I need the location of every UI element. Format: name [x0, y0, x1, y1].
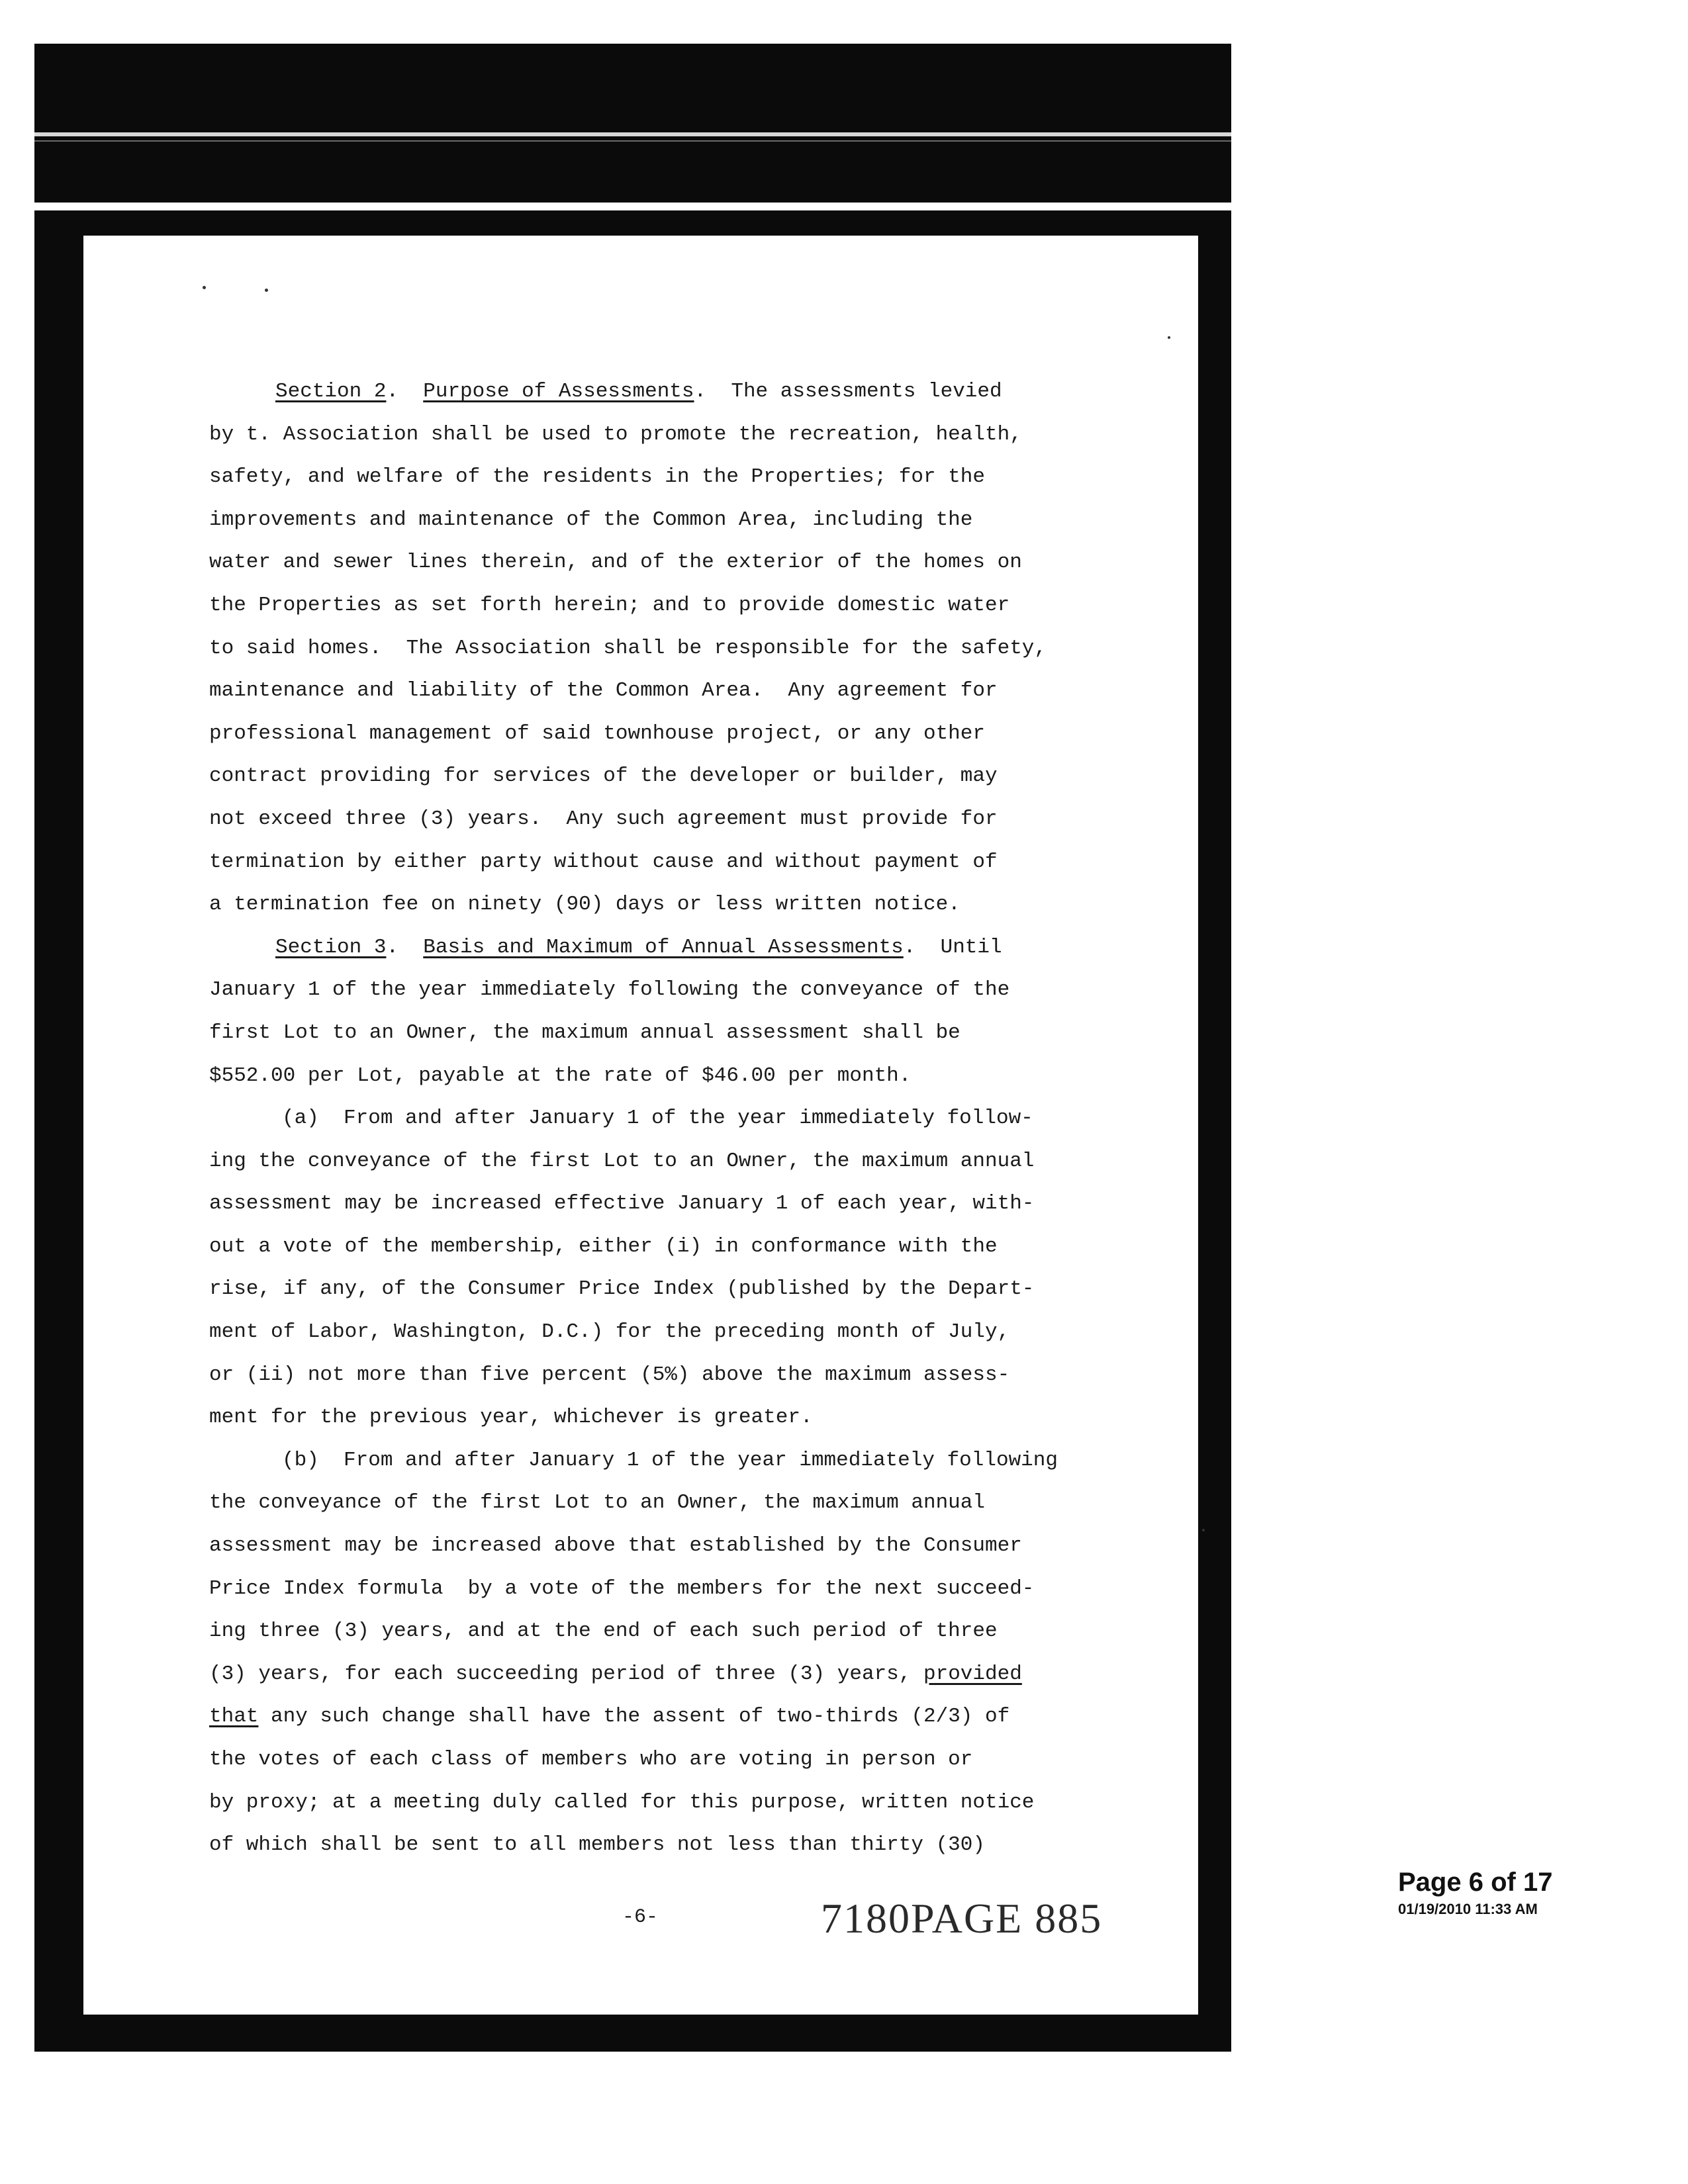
provided-line — [209, 1653, 1149, 1696]
scan-band-gap — [34, 203, 1231, 210]
that-underlined: that — [209, 1705, 259, 1729]
text-line: $552.00 per Lot, payable at the rate of $46.00 per month. — [209, 1064, 912, 1087]
book-page-reference: 7180PAGE 885 — [821, 1895, 1103, 1942]
text-line: improvements and maintenance of the Common Area, including the — [209, 508, 973, 531]
text-line: not exceed three (3) years. Any such agreement must provide for — [209, 807, 998, 831]
text-line: first Lot to an Owner, the maximum annual assessment shall be — [209, 1021, 961, 1044]
text-line: ment for the previous year, whichever is greater. — [209, 1406, 813, 1430]
text-line: to said homes. The Association shall be responsible for the safety, — [209, 636, 1047, 660]
section-3-title: Basis and Maximum of Annual Assessments — [423, 935, 904, 959]
text-line: of which shall be sent to all members not less than thirty (30) — [209, 1833, 985, 1857]
provided-underlined: provided — [923, 1662, 1022, 1686]
text-line: assessment may be increased above that established by the Consumer — [209, 1534, 1022, 1558]
text-line: or (ii) not more than five percent (5%) above the maximum assess- — [209, 1363, 1010, 1387]
scan-speck — [1202, 1529, 1205, 1531]
that-line — [209, 1696, 1149, 1739]
document-body — [209, 371, 1149, 1867]
text-line: rise, if any, of the Consumer Price Index (published by the Depart- — [209, 1277, 1035, 1301]
page-count-stamp: Page 6 of 17 — [1398, 1868, 1553, 1897]
scan-band-line-thin — [34, 140, 1231, 142]
section-3-heading-line — [209, 927, 1149, 970]
section-2-rest: . The assessments levied — [694, 380, 1002, 403]
text-line: by proxy; at a meeting duly called for this purpose, written notice — [209, 1790, 1035, 1814]
print-timestamp: 01/19/2010 11:33 AM — [1398, 1901, 1538, 1917]
text-line: the conveyance of the first Lot to an Owner, the maximum annual — [209, 1491, 985, 1515]
text-line: the Properties as set forth herein; and to provide domestic water — [209, 593, 1010, 617]
paragraph-a-first-line: (a) From and after January 1 of the year immediately follow- — [282, 1107, 1033, 1130]
text-line: safety, and welfare of the residents in the Properties; for the — [209, 465, 985, 489]
text-line: ing three (3) years, and at the end of each such period of three — [209, 1619, 998, 1643]
text-line: the votes of each class of members who are voting in person or — [209, 1748, 973, 1771]
section-2-sep: . — [386, 380, 424, 403]
that-line-rest: any such change shall have the assent of two-thirds (2/3) of — [258, 1705, 1010, 1729]
text-line: ment of Labor, Washington, D.C.) for the preceding month of July, — [209, 1320, 1010, 1344]
text-line: out a vote of the membership, either (i) in conformance with the — [209, 1234, 998, 1258]
section-3-rest: . Until — [903, 935, 1002, 959]
text-line: ing the conveyance of the first Lot to an Owner, the maximum annual — [209, 1149, 1035, 1173]
text-line: by t. Association shall be used to promote the recreation, health, — [209, 422, 1022, 446]
scan-speck — [203, 286, 206, 289]
text-line: Price Index formula by a vote of the members for the next succeed- — [209, 1576, 1035, 1600]
page-number: -6- — [622, 1906, 659, 1929]
text-line: January 1 of the year immediately following the conveyance of the — [209, 978, 1010, 1002]
section-2-title: Purpose of Assessments — [423, 380, 694, 403]
text-line: a termination fee on ninety (90) days or less written notice. — [209, 893, 961, 917]
section-2-heading-line — [209, 371, 1149, 414]
text-line: professional management of said townhouse project, or any other — [209, 721, 985, 745]
section-3-label: Section 3 — [275, 935, 387, 959]
provided-line-pre: (3) years, for each succeeding period of three (3) years, — [209, 1662, 923, 1686]
text-line: water and sewer lines therein, and of the exterior of the homes on — [209, 551, 1022, 574]
paragraph-b-first-line: (b) From and after January 1 of the year immediately following — [282, 1448, 1058, 1472]
text-line: assessment may be increased effective January 1 of each year, with- — [209, 1192, 1035, 1216]
scan-speck — [1168, 336, 1170, 339]
text-line: maintenance and liability of the Common Area. Any agreement for — [209, 679, 998, 703]
text-line: contract providing for services of the developer or builder, may — [209, 764, 998, 788]
section-3-sep: . — [386, 935, 424, 959]
scan-speck — [265, 289, 268, 292]
section-2-label: Section 2 — [275, 380, 387, 403]
scan-band-line — [34, 132, 1231, 136]
text-line: termination by either party without cause and without payment of — [209, 850, 998, 874]
